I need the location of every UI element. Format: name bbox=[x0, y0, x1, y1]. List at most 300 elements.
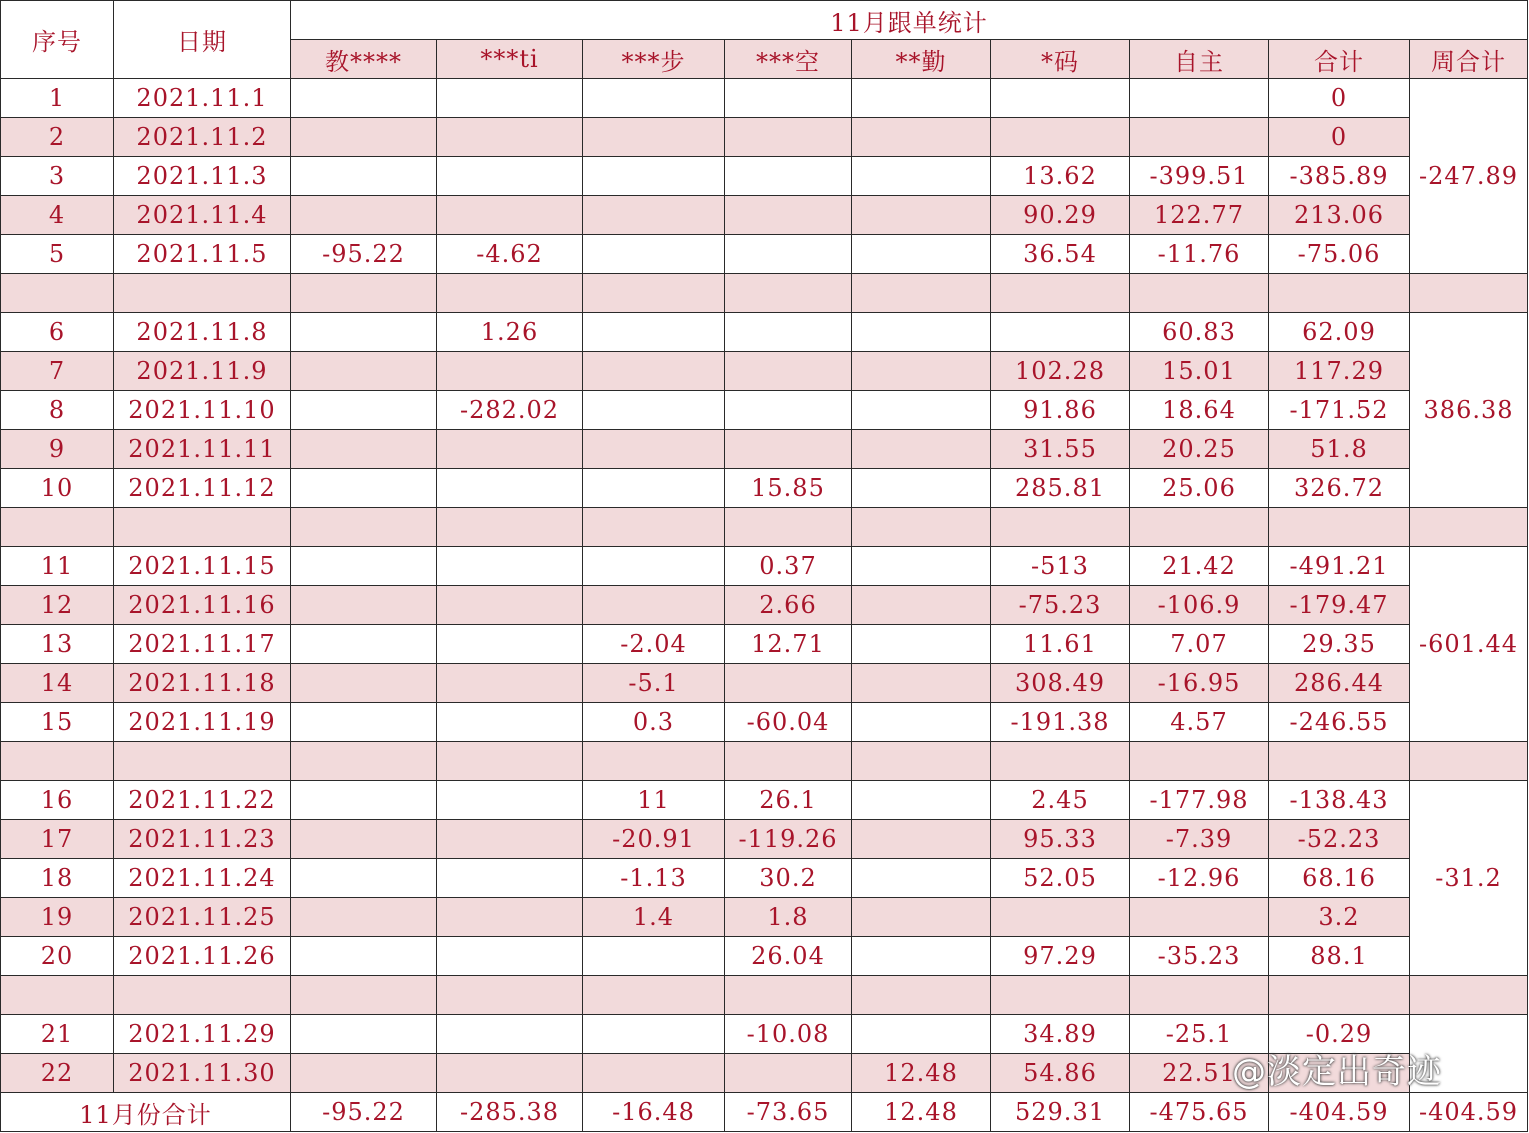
value-cell: 12.48 bbox=[852, 1054, 991, 1093]
table-row bbox=[1, 664, 1528, 703]
value-cell bbox=[291, 781, 437, 820]
value-cell bbox=[725, 664, 852, 703]
value-cell bbox=[583, 157, 725, 196]
value-cell bbox=[291, 157, 437, 196]
seq-cell: 6 bbox=[1, 313, 114, 352]
value-cell: -138.43 bbox=[1269, 781, 1410, 820]
value-cell bbox=[1130, 118, 1269, 157]
value-cell bbox=[852, 313, 991, 352]
empty-cell bbox=[583, 976, 725, 1015]
value-cell bbox=[291, 937, 437, 976]
value-cell: 0.37 bbox=[725, 547, 852, 586]
header-col: *码 bbox=[991, 40, 1130, 79]
footer-week-total: -404.59 bbox=[1410, 1093, 1528, 1132]
value-cell bbox=[852, 625, 991, 664]
value-cell bbox=[583, 547, 725, 586]
value-cell: 29.35 bbox=[1269, 625, 1410, 664]
value-cell bbox=[852, 469, 991, 508]
value-cell: -16.95 bbox=[1130, 664, 1269, 703]
value-cell: -282.02 bbox=[437, 391, 583, 430]
empty-cell bbox=[991, 976, 1130, 1015]
value-cell bbox=[852, 820, 991, 859]
seq-cell: 8 bbox=[1, 391, 114, 430]
value-cell bbox=[437, 196, 583, 235]
value-cell bbox=[437, 820, 583, 859]
separator-row bbox=[1, 508, 1528, 547]
empty-cell bbox=[1130, 274, 1269, 313]
empty-cell bbox=[991, 274, 1130, 313]
table-row bbox=[1, 547, 1528, 586]
date-cell: 2021.11.30 bbox=[114, 1054, 291, 1093]
value-cell bbox=[852, 430, 991, 469]
empty-cell bbox=[1410, 976, 1528, 1015]
date-cell: 2021.11.1 bbox=[114, 79, 291, 118]
date-cell: 2021.11.24 bbox=[114, 859, 291, 898]
value-cell: 2.66 bbox=[725, 586, 852, 625]
value-cell: 62.09 bbox=[1269, 313, 1410, 352]
empty-cell bbox=[114, 742, 291, 781]
empty-cell bbox=[583, 274, 725, 313]
table-row bbox=[1, 391, 1528, 430]
date-cell: 2021.11.11 bbox=[114, 430, 291, 469]
header-col: 自主 bbox=[1130, 40, 1269, 79]
header-date: 日期 bbox=[114, 1, 291, 79]
value-cell bbox=[583, 196, 725, 235]
seq-cell: 2 bbox=[1, 118, 114, 157]
seq-cell: 14 bbox=[1, 664, 114, 703]
value-cell bbox=[852, 898, 991, 937]
seq-cell: 1 bbox=[1, 79, 114, 118]
value-cell bbox=[583, 313, 725, 352]
date-cell: 2021.11.8 bbox=[114, 313, 291, 352]
date-cell: 2021.11.15 bbox=[114, 547, 291, 586]
value-cell: -52.23 bbox=[1269, 820, 1410, 859]
table-body bbox=[1, 79, 1528, 1132]
table-row bbox=[1, 586, 1528, 625]
value-cell bbox=[852, 391, 991, 430]
empty-cell bbox=[1130, 742, 1269, 781]
value-cell bbox=[291, 313, 437, 352]
value-cell bbox=[291, 391, 437, 430]
value-cell bbox=[437, 664, 583, 703]
footer-value-cell: 529.31 bbox=[991, 1093, 1130, 1132]
value-cell bbox=[991, 79, 1130, 118]
empty-cell bbox=[114, 274, 291, 313]
empty-cell bbox=[1, 742, 114, 781]
value-cell bbox=[852, 157, 991, 196]
seq-cell: 15 bbox=[1, 703, 114, 742]
seq-cell: 17 bbox=[1, 820, 114, 859]
table-row bbox=[1, 898, 1528, 937]
value-cell: 326.72 bbox=[1269, 469, 1410, 508]
value-cell: -35.23 bbox=[1130, 937, 1269, 976]
value-cell: 26.1 bbox=[725, 781, 852, 820]
value-cell bbox=[437, 547, 583, 586]
value-cell bbox=[291, 703, 437, 742]
value-cell: 0.3 bbox=[583, 703, 725, 742]
seq-cell: 13 bbox=[1, 625, 114, 664]
header-week-total: 周合计 bbox=[1410, 40, 1528, 79]
empty-cell bbox=[114, 508, 291, 547]
value-cell bbox=[437, 703, 583, 742]
value-cell: 11.61 bbox=[991, 625, 1130, 664]
value-cell: -12.96 bbox=[1130, 859, 1269, 898]
empty-cell bbox=[852, 976, 991, 1015]
footer-label: 11月份合计 bbox=[1, 1093, 291, 1132]
value-cell: 60.83 bbox=[1130, 313, 1269, 352]
value-cell: 7.07 bbox=[1130, 625, 1269, 664]
value-cell bbox=[291, 664, 437, 703]
value-cell: 1.8 bbox=[725, 898, 852, 937]
value-cell: -25.1 bbox=[1130, 1015, 1269, 1054]
empty-cell bbox=[1410, 274, 1528, 313]
value-cell: -95.22 bbox=[291, 235, 437, 274]
table-row bbox=[1, 79, 1528, 118]
value-cell: 12.71 bbox=[725, 625, 852, 664]
value-cell bbox=[291, 79, 437, 118]
value-cell bbox=[725, 430, 852, 469]
value-cell: 31.55 bbox=[991, 430, 1130, 469]
empty-cell bbox=[1, 274, 114, 313]
value-cell bbox=[437, 118, 583, 157]
date-cell: 2021.11.19 bbox=[114, 703, 291, 742]
value-cell: 30.2 bbox=[725, 859, 852, 898]
value-cell bbox=[725, 79, 852, 118]
value-cell bbox=[725, 391, 852, 430]
table-row bbox=[1, 157, 1528, 196]
table-row bbox=[1, 313, 1528, 352]
value-cell bbox=[437, 157, 583, 196]
value-cell bbox=[583, 391, 725, 430]
empty-cell bbox=[725, 742, 852, 781]
seq-cell: 10 bbox=[1, 469, 114, 508]
value-cell: 15.01 bbox=[1130, 352, 1269, 391]
value-cell bbox=[437, 79, 583, 118]
seq-cell: 5 bbox=[1, 235, 114, 274]
date-cell: 2021.11.12 bbox=[114, 469, 291, 508]
week-total-cell: -247.89 bbox=[1410, 79, 1528, 274]
date-cell: 2021.11.5 bbox=[114, 235, 291, 274]
empty-cell bbox=[852, 508, 991, 547]
value-cell: 213.06 bbox=[1269, 196, 1410, 235]
table-row bbox=[1, 352, 1528, 391]
value-cell: -2.04 bbox=[583, 625, 725, 664]
empty-cell bbox=[852, 274, 991, 313]
value-cell bbox=[291, 898, 437, 937]
value-cell bbox=[852, 547, 991, 586]
empty-cell bbox=[114, 976, 291, 1015]
value-cell bbox=[852, 781, 991, 820]
table-row bbox=[1, 781, 1528, 820]
value-cell: 52.05 bbox=[991, 859, 1130, 898]
value-cell bbox=[725, 1054, 852, 1093]
value-cell bbox=[583, 586, 725, 625]
value-cell: 117.29 bbox=[1269, 352, 1410, 391]
date-cell: 2021.11.16 bbox=[114, 586, 291, 625]
empty-cell bbox=[725, 508, 852, 547]
value-cell bbox=[291, 352, 437, 391]
value-cell: -513 bbox=[991, 547, 1130, 586]
empty-cell bbox=[291, 976, 437, 1015]
value-cell: -20.91 bbox=[583, 820, 725, 859]
date-cell: 2021.11.22 bbox=[114, 781, 291, 820]
value-cell bbox=[437, 1015, 583, 1054]
date-cell: 2021.11.18 bbox=[114, 664, 291, 703]
empty-cell bbox=[291, 274, 437, 313]
value-cell bbox=[437, 430, 583, 469]
value-cell: -191.38 bbox=[991, 703, 1130, 742]
table-row bbox=[1, 235, 1528, 274]
value-cell: 122.77 bbox=[1130, 196, 1269, 235]
value-cell bbox=[1130, 898, 1269, 937]
value-cell: -385.89 bbox=[1269, 157, 1410, 196]
seq-cell: 16 bbox=[1, 781, 114, 820]
date-cell: 2021.11.23 bbox=[114, 820, 291, 859]
week-total-cell: -601.44 bbox=[1410, 547, 1528, 742]
footer-row bbox=[1, 1093, 1528, 1132]
empty-cell bbox=[1269, 508, 1410, 547]
table-row bbox=[1, 937, 1528, 976]
table-row bbox=[1, 625, 1528, 664]
header-col: **勤 bbox=[852, 40, 991, 79]
seq-cell: 7 bbox=[1, 352, 114, 391]
seq-cell: 19 bbox=[1, 898, 114, 937]
table-row bbox=[1, 703, 1528, 742]
value-cell bbox=[852, 196, 991, 235]
seq-cell: 22 bbox=[1, 1054, 114, 1093]
footer-value-cell: -95.22 bbox=[291, 1093, 437, 1132]
table-row bbox=[1, 820, 1528, 859]
value-cell bbox=[852, 118, 991, 157]
value-cell bbox=[852, 937, 991, 976]
value-cell bbox=[291, 547, 437, 586]
value-cell bbox=[852, 703, 991, 742]
value-cell: 0 bbox=[1269, 79, 1410, 118]
value-cell: 22.51 bbox=[1130, 1054, 1269, 1093]
empty-cell bbox=[437, 976, 583, 1015]
header-col: 合计 bbox=[1269, 40, 1410, 79]
table-row bbox=[1, 859, 1528, 898]
value-cell: 15.85 bbox=[725, 469, 852, 508]
value-cell: 36.54 bbox=[991, 235, 1130, 274]
header-seq: 序号 bbox=[1, 1, 114, 79]
value-cell: -5.1 bbox=[583, 664, 725, 703]
value-cell: -177.98 bbox=[1130, 781, 1269, 820]
value-cell: -4.62 bbox=[437, 235, 583, 274]
value-cell: -1.13 bbox=[583, 859, 725, 898]
value-cell bbox=[725, 235, 852, 274]
value-cell bbox=[852, 352, 991, 391]
value-cell: -60.04 bbox=[725, 703, 852, 742]
value-cell bbox=[852, 235, 991, 274]
week-total-cell: -31.2 bbox=[1410, 781, 1528, 976]
value-cell bbox=[437, 898, 583, 937]
empty-cell bbox=[725, 976, 852, 1015]
value-cell: -491.21 bbox=[1269, 547, 1410, 586]
value-cell: 18.64 bbox=[1130, 391, 1269, 430]
date-cell: 2021.11.10 bbox=[114, 391, 291, 430]
value-cell: -179.47 bbox=[1269, 586, 1410, 625]
value-cell bbox=[583, 937, 725, 976]
value-cell bbox=[291, 625, 437, 664]
value-cell: -10.08 bbox=[725, 1015, 852, 1054]
date-cell: 2021.11.9 bbox=[114, 352, 291, 391]
table-row bbox=[1, 430, 1528, 469]
value-cell bbox=[725, 157, 852, 196]
footer-value-cell: -404.59 bbox=[1269, 1093, 1410, 1132]
value-cell: -106.9 bbox=[1130, 586, 1269, 625]
value-cell bbox=[583, 352, 725, 391]
value-cell bbox=[725, 352, 852, 391]
footer-value-cell: 12.48 bbox=[852, 1093, 991, 1132]
header-group-title: 11月跟单统计 bbox=[291, 1, 1528, 40]
seq-cell: 21 bbox=[1, 1015, 114, 1054]
value-cell bbox=[852, 79, 991, 118]
value-cell: -119.26 bbox=[725, 820, 852, 859]
value-cell bbox=[583, 1015, 725, 1054]
header-col: 教**** bbox=[291, 40, 437, 79]
table-row bbox=[1, 196, 1528, 235]
value-cell bbox=[437, 1054, 583, 1093]
value-cell bbox=[852, 859, 991, 898]
seq-cell: 12 bbox=[1, 586, 114, 625]
value-cell: 1.26 bbox=[437, 313, 583, 352]
header-col: ***步 bbox=[583, 40, 725, 79]
value-cell: -246.55 bbox=[1269, 703, 1410, 742]
empty-cell bbox=[1130, 976, 1269, 1015]
value-cell: 0 bbox=[1269, 118, 1410, 157]
value-cell: 88.1 bbox=[1269, 937, 1410, 976]
value-cell: 25.06 bbox=[1130, 469, 1269, 508]
empty-cell bbox=[291, 508, 437, 547]
value-cell bbox=[583, 469, 725, 508]
value-cell: 54.86 bbox=[991, 1054, 1130, 1093]
empty-cell bbox=[1410, 508, 1528, 547]
empty-cell bbox=[583, 508, 725, 547]
footer-value-cell: -285.38 bbox=[437, 1093, 583, 1132]
header-col: ***空 bbox=[725, 40, 852, 79]
value-cell bbox=[852, 664, 991, 703]
empty-cell bbox=[991, 742, 1130, 781]
value-cell bbox=[291, 430, 437, 469]
seq-cell: 18 bbox=[1, 859, 114, 898]
value-cell bbox=[291, 586, 437, 625]
value-cell: 1.4 bbox=[583, 898, 725, 937]
value-cell bbox=[725, 118, 852, 157]
separator-row bbox=[1, 274, 1528, 313]
separator-row bbox=[1, 742, 1528, 781]
week-total-cell: 386.38 bbox=[1410, 313, 1528, 508]
value-cell bbox=[725, 196, 852, 235]
empty-cell bbox=[1410, 742, 1528, 781]
date-cell: 2021.11.4 bbox=[114, 196, 291, 235]
value-cell: 11 bbox=[583, 781, 725, 820]
value-cell: 3.2 bbox=[1269, 898, 1410, 937]
value-cell: 4.57 bbox=[1130, 703, 1269, 742]
value-cell bbox=[291, 1054, 437, 1093]
seq-cell: 4 bbox=[1, 196, 114, 235]
value-cell bbox=[583, 118, 725, 157]
value-cell: -7.39 bbox=[1130, 820, 1269, 859]
empty-cell bbox=[1269, 976, 1410, 1015]
header-col: ***ti bbox=[437, 40, 583, 79]
value-cell: -399.51 bbox=[1130, 157, 1269, 196]
date-cell: 2021.11.17 bbox=[114, 625, 291, 664]
value-cell bbox=[437, 625, 583, 664]
value-cell: 97.29 bbox=[991, 937, 1130, 976]
empty-cell bbox=[583, 742, 725, 781]
empty-cell bbox=[1269, 274, 1410, 313]
value-cell: 285.81 bbox=[991, 469, 1130, 508]
value-cell: -0.29 bbox=[1269, 1015, 1410, 1054]
value-cell bbox=[725, 313, 852, 352]
value-cell: 90.29 bbox=[991, 196, 1130, 235]
table-row bbox=[1, 469, 1528, 508]
value-cell: 26.04 bbox=[725, 937, 852, 976]
value-cell bbox=[583, 1054, 725, 1093]
date-cell: 2021.11.26 bbox=[114, 937, 291, 976]
value-cell bbox=[437, 469, 583, 508]
value-cell bbox=[291, 820, 437, 859]
empty-cell bbox=[1130, 508, 1269, 547]
seq-cell: 3 bbox=[1, 157, 114, 196]
empty-cell bbox=[291, 742, 437, 781]
value-cell bbox=[437, 352, 583, 391]
value-cell: 34.89 bbox=[991, 1015, 1130, 1054]
empty-cell bbox=[437, 508, 583, 547]
empty-cell bbox=[991, 508, 1130, 547]
value-cell bbox=[291, 859, 437, 898]
footer-value-cell: -16.48 bbox=[583, 1093, 725, 1132]
value-cell bbox=[852, 586, 991, 625]
date-cell: 2021.11.25 bbox=[114, 898, 291, 937]
value-cell: 95.33 bbox=[991, 820, 1130, 859]
value-cell bbox=[291, 196, 437, 235]
value-cell bbox=[437, 859, 583, 898]
value-cell: 286.44 bbox=[1269, 664, 1410, 703]
empty-cell bbox=[437, 274, 583, 313]
separator-row bbox=[1, 976, 1528, 1015]
empty-cell bbox=[852, 742, 991, 781]
value-cell bbox=[852, 1015, 991, 1054]
value-cell bbox=[583, 235, 725, 274]
value-cell bbox=[291, 118, 437, 157]
value-cell bbox=[991, 898, 1130, 937]
value-cell: 51.8 bbox=[1269, 430, 1410, 469]
value-cell: -171.52 bbox=[1269, 391, 1410, 430]
footer-value-cell: -475.65 bbox=[1130, 1093, 1269, 1132]
value-cell bbox=[583, 430, 725, 469]
value-cell bbox=[991, 118, 1130, 157]
date-cell: 2021.11.2 bbox=[114, 118, 291, 157]
date-cell: 2021.11.3 bbox=[114, 157, 291, 196]
empty-cell bbox=[1269, 742, 1410, 781]
value-cell: -75.06 bbox=[1269, 235, 1410, 274]
value-cell bbox=[437, 781, 583, 820]
value-cell: 2.45 bbox=[991, 781, 1130, 820]
value-cell: 308.49 bbox=[991, 664, 1130, 703]
value-cell bbox=[583, 79, 725, 118]
empty-cell bbox=[437, 742, 583, 781]
value-cell: 13.62 bbox=[991, 157, 1130, 196]
value-cell: 21.42 bbox=[1130, 547, 1269, 586]
footer-value-cell: -73.65 bbox=[725, 1093, 852, 1132]
table-row bbox=[1, 118, 1528, 157]
value-cell: -75.23 bbox=[991, 586, 1130, 625]
empty-cell bbox=[1, 508, 114, 547]
value-cell bbox=[437, 586, 583, 625]
value-cell bbox=[291, 469, 437, 508]
